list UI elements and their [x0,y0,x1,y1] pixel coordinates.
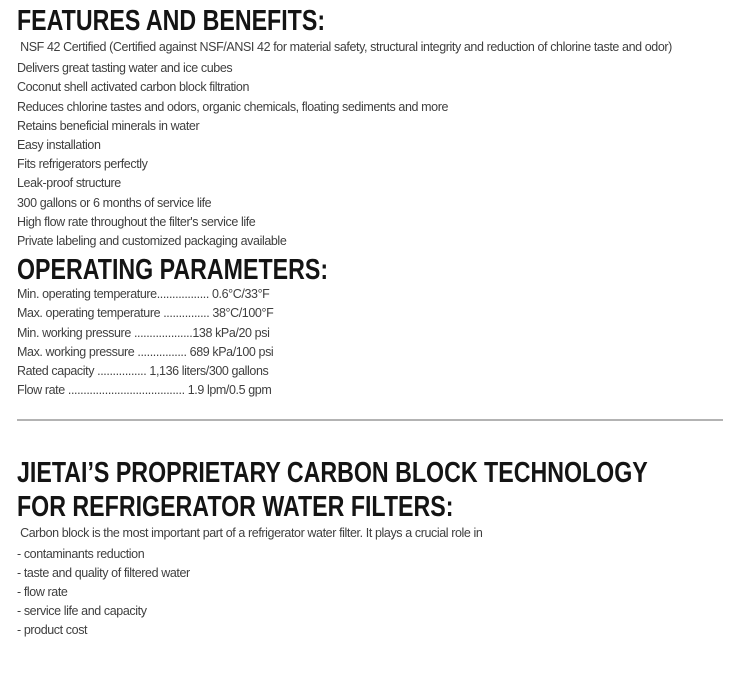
carbon-intro: Carbon block is the most important part of a refrigerator water filter. It plays a crucial role in [17,526,483,541]
feature-item: Private labeling and customized packaging available [17,234,287,249]
carbon-bullet: - flow rate [17,585,68,600]
parameter-value: 38°C/100°F [212,306,274,321]
parameter-row [17,304,732,323]
parameter-label: Max. operating temperature [17,306,161,321]
parameter-leader: ................... [130,325,193,340]
parameter-value: 1,136 liters/300 gallons [149,364,269,379]
parameter-label: Flow rate [17,383,65,398]
operating-parameters-heading: OPERATING PARAMETERS: [17,254,329,287]
feature-item: High flow rate throughout the filter's service life [17,214,256,229]
feature-item: NSF 42 Certified (Certified against NSF/ANSI 42 for material safety, structural integrity and reduction of chlorine taste and odor) [17,40,672,54]
carbon-bullet: - service life and capacity [17,604,147,619]
feature-item: Delivers great tasting water and ice cubes [17,61,233,76]
feature-item: Easy installation [17,138,101,153]
section-operating-parameters [17,255,732,400]
parameter-leader: ............... [160,306,213,321]
parameter-value: 689 kPa/100 psi [189,344,274,359]
parameter-row [17,343,732,362]
feature-item: Retains beneficial minerals in water [17,118,200,133]
parameter-label: Min. working pressure [17,325,131,340]
parameter-row [17,381,732,400]
feature-item: Reduces chlorine tastes and odors, organic chemicals, floating sediments and more [17,99,449,114]
parameter-row [17,324,732,343]
parameter-row [17,362,732,381]
parameter-leader: ................ [94,364,150,379]
parameter-label: Max. working pressure [17,344,135,359]
carbon-bullet: - contaminants reduction [17,546,145,561]
feature-item: Fits refrigerators perfectly [17,157,148,172]
feature-item: 300 gallons or 6 months of service life [17,195,212,210]
section-features [17,6,732,251]
parameter-value: 1.9 lpm/0.5 gpm [187,383,272,398]
parameter-leader: ................ [134,344,190,359]
parameter-label: Min. operating temperature [17,287,157,302]
features-heading: FEATURES AND BENEFITS: [17,5,326,37]
feature-item: Leak-proof structure [17,176,121,191]
section-carbon-technology [17,456,732,640]
parameter-row [17,285,732,304]
parameter-value: 138 kPa/20 psi [192,325,270,340]
carbon-technology-heading [17,456,648,524]
carbon-heading-line-1: JIETAI’S PROPRIETARY CARBON BLOCK TECHNOLOGY [17,457,648,490]
carbon-bullet: - taste and quality of filtered water [17,565,190,580]
feature-item: Coconut shell activated carbon block filtration [17,80,250,95]
carbon-bullet: - product cost [17,623,88,638]
carbon-heading-line-2: FOR REFRIGERATOR WATER FILTERS: [17,491,454,524]
parameter-label: Rated capacity [17,364,95,379]
parameter-value: 0.6°C/33°F [212,287,270,302]
parameter-leader: ...................................... [64,383,188,398]
parameter-leader: ................. [156,287,212,302]
section-divider [17,419,723,421]
